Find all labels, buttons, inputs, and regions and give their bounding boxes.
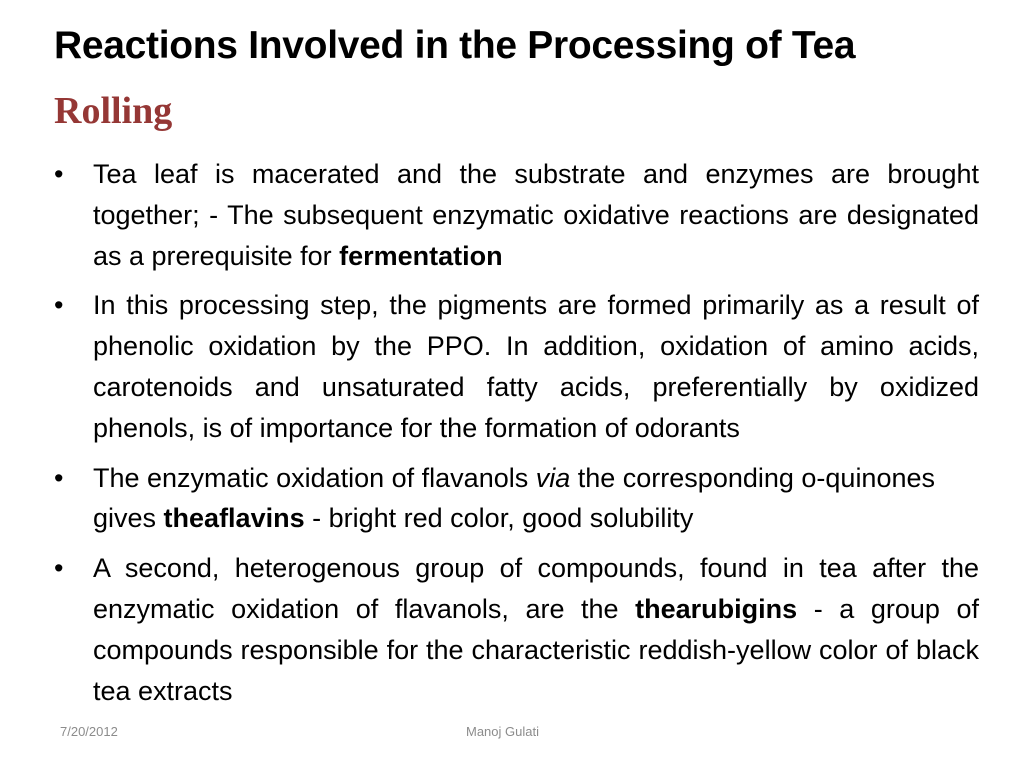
bullet-icon [54,548,74,589]
slide-title: Reactions Involved in the Processing of Tea [54,24,856,67]
footer-date: 7/20/2012 [60,724,118,739]
bullet-item [54,154,979,276]
footer-author: Manoj Gulati [466,724,539,739]
bullet-item [54,285,979,448]
bullet-text: the corresponding o-quinones gives [93,462,936,534]
bullet-item [54,548,979,711]
bullet-icon [54,154,74,195]
bullet-italic-term: via [535,462,571,493]
bullet-icon [54,458,74,499]
bullet-list [54,154,979,711]
bullet-text: The enzymatic oxidation of flavanols [93,462,536,493]
bullet-bold-term: theaflavins [163,503,305,534]
bullet-text: - a group of compounds responsible for the characteristic reddish-yellow color of black tea extracts [93,593,979,706]
bullet-bold-term: fermentation [339,240,503,271]
bullet-bold-term: thearubigins [635,593,798,624]
bullet-text: - bright red color, good solubility [304,503,694,534]
bullet-item [54,458,979,540]
bullet-icon [54,285,74,326]
bullet-text: Tea leaf is macerated and the substrate and enzymes are brought together; - The subsequent enzymatic oxidative reactions are designated as a prerequisite for [93,159,979,271]
slide-subtitle: Rolling [54,90,173,132]
bullet-text: A second, heterogenous group of compounds, found in tea after the enzymatic oxidation of flavanols, are the [93,553,979,624]
bullet-text: In this processing step, the pigments are formed primarily as a result of phenolic oxidation by the PPO. In addition, oxidation of amino acids, carotenoids and unsaturated fatty acids, preferentially by oxidized phenols, is of importance for the formation of odorants [93,290,979,443]
